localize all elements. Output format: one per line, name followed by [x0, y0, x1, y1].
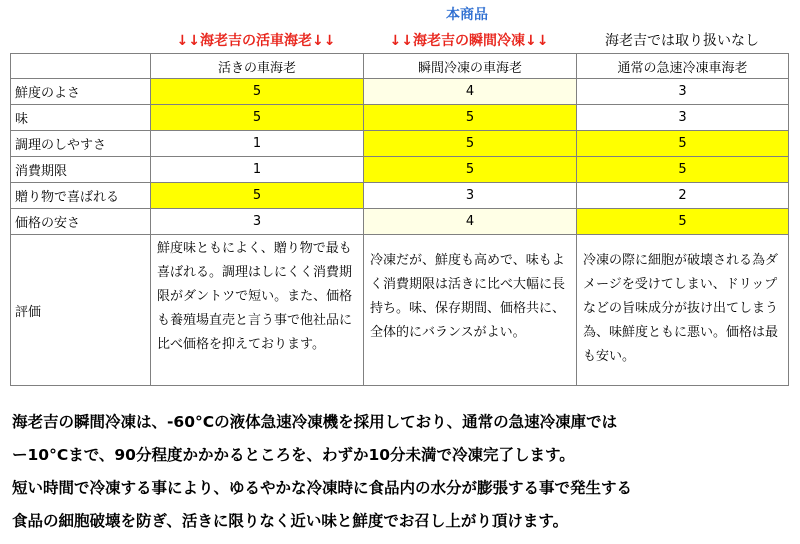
col2-caption: ↓↓海老吉の瞬間冷凍↓↓ [389, 33, 549, 49]
score-cell: 5 [577, 157, 789, 183]
score-cell: 2 [577, 183, 789, 209]
score-cell: 3 [151, 209, 364, 235]
row-label: 味 [11, 105, 151, 131]
table-row [11, 79, 789, 105]
score-cell: 1 [151, 157, 364, 183]
evaluation-cell [577, 235, 789, 386]
row-label: 鮮度のよさ [11, 79, 151, 105]
comparison-table [10, 53, 789, 386]
evaluation-text: 鮮度味ともによく、贈り物で最も喜ばれる。調理はしにくく消費期限がダントツで短い。また、価格も養殖場直売と言う事で他社品に比べ価格を抑えております。 [157, 241, 353, 352]
table-row [11, 105, 789, 131]
column-header-live-prawn: 活きの車海老 [151, 54, 364, 79]
score-cell: 5 [577, 209, 789, 235]
evaluation-cell [364, 235, 577, 386]
row-label: 評価 [11, 235, 151, 386]
table-row [11, 183, 789, 209]
score-cell: 1 [151, 131, 364, 157]
evaluation-text: 冷凍の際に細胞が破壊される為ダメージを受けてしまい、ドリップなどの旨味成分が抜け出てしまう為、味鮮度ともに悪い。価格は最も安い。 [583, 253, 779, 364]
table-row [11, 131, 789, 157]
col3-caption: 海老吉では取り扱いなし [605, 33, 759, 49]
table-row [11, 157, 789, 183]
score-cell: 5 [151, 105, 364, 131]
score-cell: 5 [577, 131, 789, 157]
score-cell: 3 [577, 105, 789, 131]
table-header-row [11, 54, 789, 79]
score-cell: 4 [364, 209, 577, 235]
score-cell: 3 [364, 183, 577, 209]
row-label: 価格の安さ [11, 209, 151, 235]
column-header-standard-frozen: 通常の急速冷凍車海老 [577, 54, 789, 79]
col1-caption: ↓↓海老吉の活車海老↓↓ [176, 33, 336, 49]
score-cell: 5 [364, 105, 577, 131]
table-row [11, 209, 789, 235]
description-line: 海老吉の瞬間冷凍は、-60°Cの液体急速冷凍機を採用しており、通常の急速冷凍庫では [12, 413, 618, 431]
column-header-flash-frozen: 瞬間冷凍の車海老 [364, 54, 577, 79]
score-cell: 5 [364, 157, 577, 183]
evaluation-text: 冷凍だが、鮮度も高めで、味もよく消費期限は活きに比べ大幅に長持ち。味、保存期間、価格共に、全体的にバランスがよい。 [370, 253, 566, 340]
score-cell: 5 [151, 183, 364, 209]
row-label: 消費期限 [11, 157, 151, 183]
description-line: 食品の細胞破壊を防ぎ、活きに限りなく近い味と鮮度でお召し上がり頂けます。 [12, 512, 569, 530]
score-cell: 5 [364, 131, 577, 157]
description-line: ー10°Cまで、90分程度かかかるところを、わずか10分未満で冷凍完了します。 [12, 446, 575, 464]
score-cell: 3 [577, 79, 789, 105]
description-paragraph [12, 406, 788, 538]
header-corner [11, 54, 151, 79]
score-cell: 4 [364, 79, 577, 105]
description-line: 短い時間で冷凍する事により、ゆるやかな冷凍時に食品内の水分が膨張する事で発生する [12, 479, 633, 497]
row-label: 贈り物で喜ばれる [11, 183, 151, 209]
evaluation-cell [151, 235, 364, 386]
evaluation-row [11, 235, 789, 386]
row-label: 調理のしやすさ [11, 131, 151, 157]
score-cell: 5 [151, 79, 364, 105]
product-label: 本商品 [446, 7, 488, 23]
